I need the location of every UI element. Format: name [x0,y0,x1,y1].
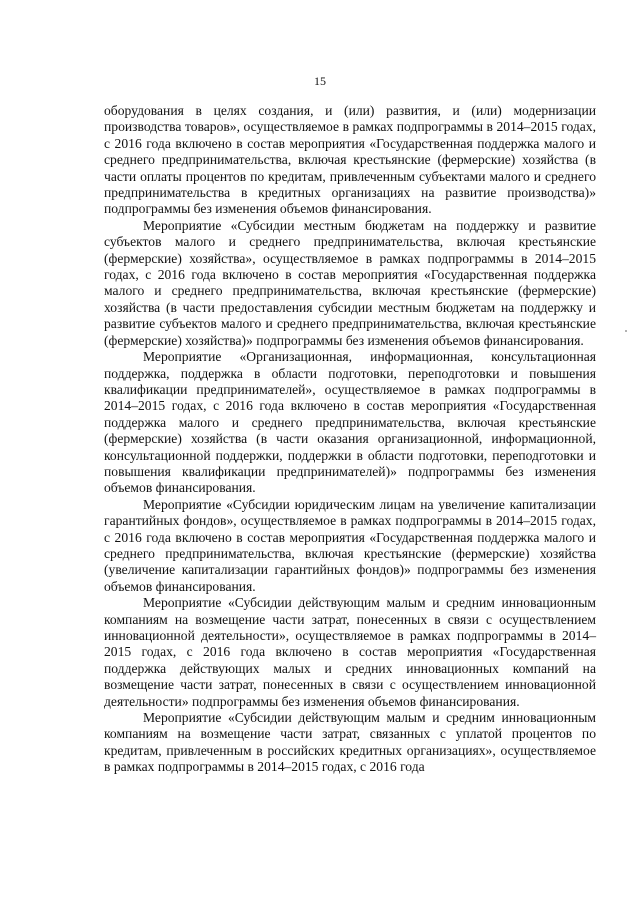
paragraph: Мероприятие «Субсидии действующим малым и средним инновационным компаниям на возмещение части затрат, связанных с уплатой процентов по кредитам, привлеченным в российских кредитных организациях», осуществляемое в рамках подпрограммы в 2014–2015 годах, с 2016 года [104,710,596,775]
scan-speck [625,330,627,332]
paragraph: Мероприятие «Организационная, информационная, консультационная поддержка, поддержка в области подготовки, переподготовки и повышения квалификации предпринимателей», осуществляемое в рамках подпрограммы в 2014–2015 годах, с 2016 года включено в состав мероприятия «Государственная поддержка малого и среднего предпринимательства, включая крестьянские (фермерские) хозяйства (в части оказания организационной, информационной, консультационной поддержки, поддержки в области подготовки, переподготовки и повышения квалификации предпринимателей)» подпрограммы без изменения объемов финансирования. [104,349,596,496]
paragraph: Мероприятие «Субсидии юридическим лицам на увеличение капитализации гарантийных фондов», осуществляемое в рамках подпрограммы в 2014–2015 годах, с 2016 года включено в состав мероприятия «Государственная поддержка малого и среднего предпринимательства, включая крестьянские (фермерские) хозяйства (увеличение капитализации гарантийных фондов)» подпрограммы без изменения объемов финансирования. [104,496,596,594]
paragraph: Мероприятие «Субсидии действующим малым и средним инновационным компаниям на возмещение части затрат, понесенных в связи с осуществлением инновационной деятельности», осуществляемое в рамках подпрограммы в 2014–2015 годах, с 2016 года включено в состав мероприятия «Государственная поддержка действующих малых и средних инновационных компаний на возмещение части затрат, понесенных в связи с осуществлением инновационной деятельности» подпрограммы без изменения объемов финансирования. [104,595,596,709]
page-number: 15 [314,74,326,88]
document-body [104,103,596,776]
paragraph: Мероприятие «Субсидии местным бюджетам на поддержку и развитие субъектов малого и среднего предпринимательства, включая крестьянские (фермерские) хозяйства», осуществляемое в рамках подпрограммы в 2014–2015 годах, с 2016 года включено в состав мероприятия «Государственная поддержка малого и среднего предпринимательства, включая крестьянские (фермерские) хозяйства (в части предоставления субсидии местным бюджетам на поддержку и развитие субъектов малого и среднего предпринимательства, включая крестьянские (фермерские) хозяйства)» подпрограммы без изменения объемов финансирования. [104,217,596,348]
paragraph: оборудования в целях создания, и (или) развития, и (или) модернизации производства товаров», осуществляемое в рамках подпрограммы в 2014–2015 годах, с 2016 года включено в состав мероприятия «Государственная поддержка малого и среднего предпринимательства, включая крестьянские (фермерские) хозяйства (в части оплаты процентов по кредитам, привлеченным субъектами малого и среднего предпринимательства в кредитных организациях на развитие производства)» подпрограммы без изменения объемов финансирования. [104,103,596,217]
